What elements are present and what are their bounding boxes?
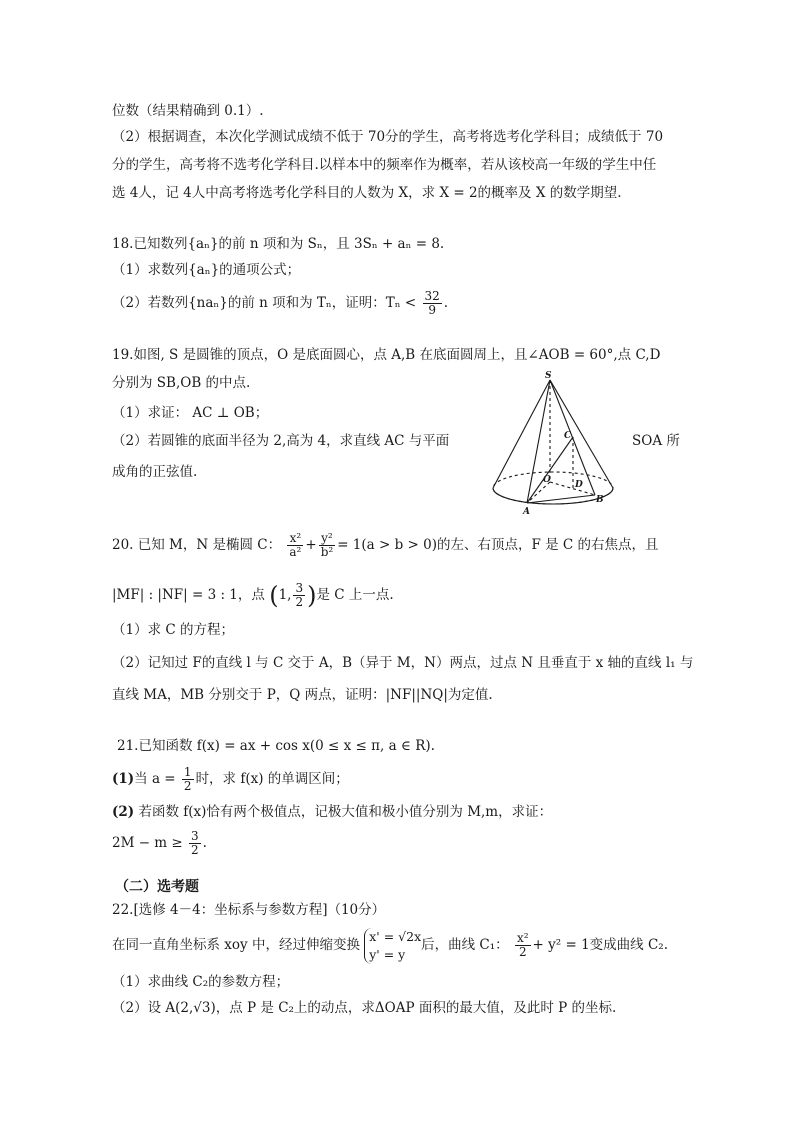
segment-OB [550,482,595,495]
q20-ratio-line: |MF| : |NF| = 3 : 1，点 (1, $\frac{3}{2}$ )是 C 上一点. [112,581,394,610]
q22-part2: （2）设 A(2,√3)，点 P 是 C₂上的动点，求ΔOAP 面积的最大值，及此时 P 的坐标. [112,1000,617,1016]
q21-p1-num: 1 [183,765,192,779]
q22-part1: （1）求曲线 C₂的参数方程； [112,974,290,990]
label-D: D [575,480,583,490]
q19-stem1: 19.如图, S 是圆锥的顶点，O 是底面圆心，点 A,B 在底面圆周上，且∠AOB = 60°,点 C,D [112,347,661,363]
q20-point-a: 1, [278,587,292,603]
q18-fraction [423,290,442,317]
q21-ineq-text: 2M − m ≥ [112,835,183,851]
q22-sys2: y' = y [369,946,406,962]
q21-p1-den: 2 [183,779,192,793]
q18-part2-text: （2）若数列{naₙ}的前 n 项和为 Tₙ，证明：Tₙ < [112,295,417,311]
label-C: C [564,431,572,441]
label-S: S [545,371,552,381]
q19-stem2: 分别为 SB,OB 的中点. [112,375,251,391]
q19-part2c: 成角的正弦值. [112,464,198,480]
q22-curve-den: 2 [518,945,527,959]
q20-part2-line1: （2）记知过 F的直线 l 与 C 交于 A，B（异于 M，N）两点，过点 N 且垂直于 x 轴的直线 l₁ 与 [112,655,694,671]
q20-point-frac [293,582,305,609]
cone-base-front [493,488,613,504]
q22-curve-frac [515,932,531,959]
q20-frac-y [319,532,336,559]
section-title: （二）选考题 [115,879,199,895]
q22-sys1: x' = √2x [369,928,422,944]
q21-p1-prefix: 当 a = [134,771,176,787]
q20-stem-prefix: 20. 已知 M，N 是椭圆 C： [112,537,282,553]
q21-ineq-frac [189,830,201,857]
q18-part1: （1）求数列{aₙ}的通项公式； [112,262,301,278]
q20-x2: x² [287,532,303,546]
q22-stem-prefix: 在同一直角坐标系 xoy 中，经过伸缩变换 [112,937,360,953]
q18-part2 [112,290,448,317]
q20-stem: 20. 已知 M，N 是椭圆 C： $\frac{\text{x²}}{\text{a²}}$ + $\frac{\text{y²}}{\text{b²}}$ = 1(a > b > 0)的左、右顶点，F 是 C 的右焦点，且 [112,531,659,559]
q17-line2: （2）根据调查，本次化学测试成绩不低于 70分的学生，高考将选考化学科目；成绩低于 70 [112,129,664,145]
q20-part1: （1）求 C 的方程； [112,622,235,638]
q21-p2 [112,802,552,822]
q19-part2b: SOA 所 [632,433,680,449]
q21-mark2: (2) [112,804,135,820]
q20-b2: b² [320,545,334,559]
q21-ineq-num: 3 [191,829,199,843]
q21-p1 [112,764,349,794]
q21-ineq-tail: . [202,835,207,851]
q19-part2a: （2）若圆锥的底面半径为 2,高为 4，求直线 AC 与平面 [112,433,450,449]
q22-title: 22.[选修 4－4：坐标系与参数方程]（10分） [112,902,386,918]
q17-line4: 选 4人，记 4人中高考将选考化学科目的人数为 X，求 X = 2的概率及 X 的数学期望. [112,185,622,201]
q21-p1-frac [182,766,194,793]
q20-point-num: 3 [295,581,304,595]
q20-point-suffix: 是 C 上一点. [316,587,394,603]
q18-frac-num: 32 [424,289,440,303]
q18-stem: 18.已知数列{aₙ}的前 n 项和为 Sₙ，且 3Sₙ + aₙ = 8. [112,236,445,252]
label-B: B [596,495,604,505]
label-O: O [543,475,551,485]
q18-part2-suffix: . [443,295,449,311]
q22-system [364,928,421,964]
q22-stem [112,922,668,968]
q21-p1-suffix: 时，求 f(x) 的单调区间； [195,771,349,787]
q20-ratio: |MF| : |NF| = 3 : 1，点 [112,587,265,603]
q21-ineq [112,828,207,858]
q20-frac-x [287,532,303,559]
q20-stem-suffix: = 1(a > b > 0)的左、右顶点，F 是 C 的右焦点，且 [337,537,659,553]
q21-p2-text: 若函数 f(x)恰有两个极值点，记极大值和极小值分别为 M,m，求证： [138,804,553,820]
q18-frac-den: 9 [428,303,436,317]
q20-part2-line2: 直线 MA，MB 分别交于 P，Q 两点，证明：|NF||NQ|为定值. [112,687,493,703]
label-A: A [523,507,530,517]
q22-stem-mid: 后，曲线 C₁： [421,937,509,953]
q20-point-den: 2 [295,595,304,609]
q19-part1: （1）求证： AC ⊥ OB； [112,405,269,421]
q20-a2: a² [289,545,302,559]
q21-mark1: (1) [112,771,135,787]
q22-stem-suffix: + y² = 1变成曲线 C₂. [532,937,668,953]
q21-stem: 21.已知函数 f(x) = ax + cos x(0 ≤ x ≤ π, a ∈ R). [117,738,435,754]
q20-y2: y² [319,532,336,546]
q22-curve-num: x² [516,931,529,945]
q17-line1: 位数（结果精确到 0.1）. [112,103,264,119]
q17-line3: 分的学生，高考将不选考化学科目.以样本中的频率作为概率，若从该校高一年级的学生中任 [112,157,657,173]
cone-figure [490,370,620,520]
q21-ineq-den: 2 [191,843,199,857]
